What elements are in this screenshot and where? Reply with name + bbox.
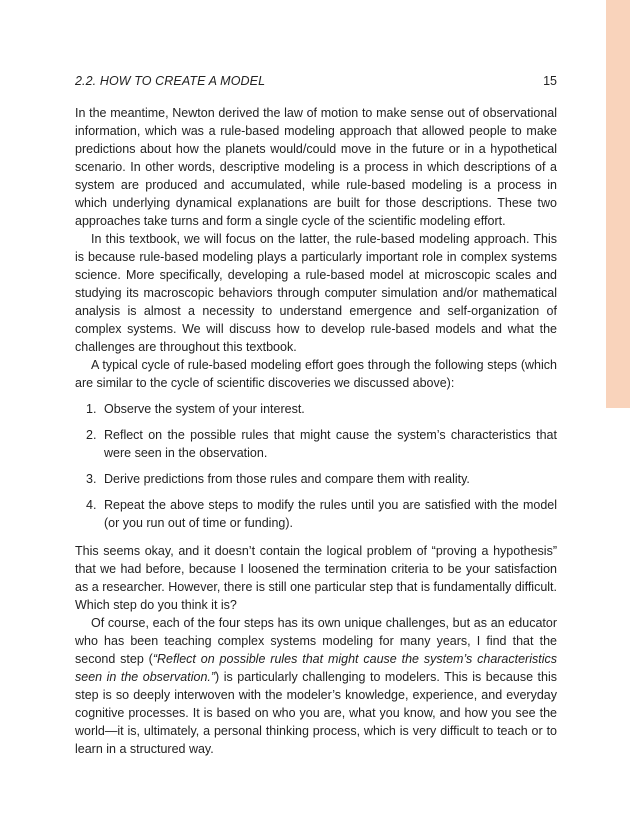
steps-list [75,400,557,532]
section-title: 2.2. HOW TO CREATE A MODEL [75,74,266,88]
page-number: 15 [543,74,557,88]
paragraph: This seems okay, and it doesn’t contain the logical problem of “proving a hypothesis” that we had before, because I loosened the termination criteria to be your satisfaction as a researcher. However, there is still one particular step that is fundamentally difficult. Which step do you think it is? [75,544,557,612]
list-item [75,400,557,418]
paragraph [75,614,557,758]
list-item [75,470,557,488]
list-number: 2. [86,428,97,442]
list-number: 1. [86,402,97,416]
list-item [75,496,557,532]
list-item-text: Repeat the above steps to modify the rules until you are satisfied with the model (or you run out of time or funding). [104,498,557,530]
paragraph: In this textbook, we will focus on the latter, the rule-based modeling approach. This is because rule-based modeling plays a particularly important role in complex systems science. More specifically, developing a rule-based model at microscopic scales and studying its macroscopic behaviors through computer simulation and/or mathematical analysis is almost a necessity to understand emergence and self-organization of complex systems. We will discuss how to develop rule-based models and what the challenges are throughout this textbook. [75,232,557,354]
paragraph-text: Of course, each of the four steps has its own unique challenges, but as an educator who has been teaching complex systems modeling for many years, I find that the second step ( [75,616,557,666]
page-body [75,104,557,758]
paragraph: A typical cycle of rule-based modeling effort goes through the following steps (which are similar to the cycle of scientific discoveries we discussed above): [75,358,557,390]
paragraph-text: ) is particularly challenging to modelers. This is because this step is so deeply interwoven with the modeler’s knowledge, experience, and everyday cognitive processes. It is based on who you are, what you know, and how you see the world—it is, ultimately, a personal thinking process, which is very difficult to teach or to learn in a structured way. [75,670,558,756]
list-number: 3. [86,472,97,486]
list-item-text: Reflect on the possible rules that might cause the system’s characteristics that were seen in the observation. [104,428,557,460]
running-header [75,73,557,89]
list-item-text: Derive predictions from those rules and compare them with reality. [104,472,470,486]
paragraph: In the meantime, Newton derived the law of motion to make sense out of observational information, which was a rule-based modeling approach that allowed people to make predictions about how the planets would/could move in the future or in a hypothetical scenario. In other words, descriptive modeling is a process in which descriptions of a system are produced and accumulated, while rule-based modeling is a process in which underlying dynamical explanations are built for those descriptions. These two approaches take turns and form a single cycle of the scientific modeling effort. [75,106,557,228]
quoted-step: “Reflect on possible rules that might cause the system’s characteristics seen in the observation.” [75,652,557,684]
chapter-side-tab [606,0,630,408]
list-item [75,426,557,462]
list-item-text: Observe the system of your interest. [104,402,305,416]
list-number: 4. [86,498,97,512]
